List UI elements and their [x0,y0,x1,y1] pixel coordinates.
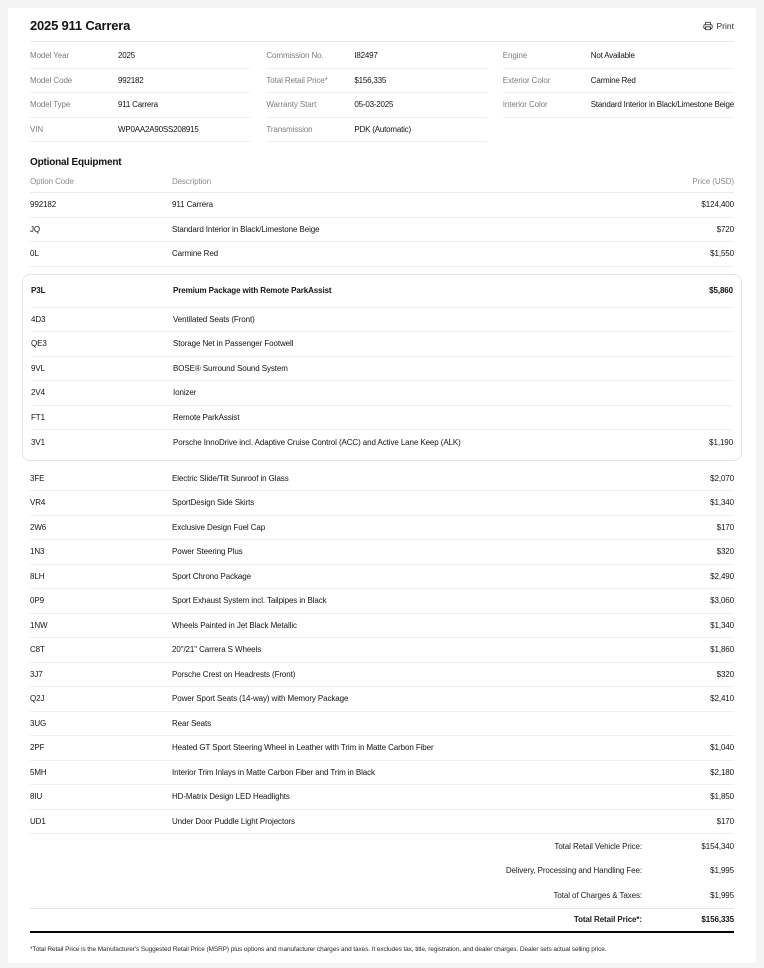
table-row [31,381,733,406]
description-cell: 911 Carrera [172,200,213,210]
description-cell: Ventilated Seats (Front) [173,314,255,324]
price-cell: $2,180 [710,767,734,777]
option-code-cell: 8IU [30,792,43,802]
total-row [30,883,734,908]
detail-value: 05-03-2025 [354,100,394,110]
details-column-1 [30,44,250,142]
description-cell: Storage Net in Passenger Footwell [173,339,294,349]
table-row [30,614,734,639]
package-header-row [31,275,733,308]
option-code-cell: 992182 [30,200,57,210]
detail-row [30,44,250,69]
option-code-cell: JQ [30,224,41,234]
detail-row [503,44,734,69]
price-cell: $1,190 [709,437,733,447]
premium-package-group [22,274,742,461]
detail-row [30,93,250,118]
description-column-header: Description [172,176,211,186]
price-cell: $720 [716,224,734,234]
option-code-cell: P3L [31,286,46,295]
description-cell: Electric Slide/Tilt Sunroof in Glass [172,473,289,483]
price-cell: $1,860 [710,645,734,655]
option-code-cell: 2W6 [30,522,47,532]
vehicle-details-grid [30,44,734,142]
totals-section [30,834,734,908]
total-value: $1,995 [710,866,734,876]
description-cell: Carmine Red [172,249,219,259]
description-cell: Sport Exhaust System incl. Tailpipes in Black [172,596,327,606]
detail-label: Model Type [30,100,71,110]
description-cell: Power Steering Plus [172,547,243,557]
option-code-cell: 2PF [30,743,45,753]
description-cell: Porsche Crest on Headrests (Front) [172,669,296,679]
spec-sheet-card [8,8,756,963]
detail-row [266,118,486,143]
table-row [31,406,733,431]
option-code-cell: 0L [30,249,39,259]
detail-label: Model Year [30,51,70,61]
price-cell: $3,060 [710,596,734,606]
total-row [30,859,734,884]
detail-label: Warranty Start [266,100,317,110]
price-cell: $5,860 [709,286,733,295]
description-cell: Sport Chrono Package [172,571,251,581]
print-button-label: Print [716,20,734,31]
table-row [30,242,734,267]
detail-row [503,93,734,118]
table-row [30,785,734,810]
description-cell: Wheels Painted in Jet Black Metallic [172,620,297,630]
table-row [30,565,734,590]
price-cell: $320 [716,669,734,679]
price-cell: $2,070 [710,473,734,483]
description-cell: 20"/21" Carrera S Wheels [172,645,262,655]
option-code-cell: 3V1 [31,437,45,447]
table-row [30,761,734,786]
table-row [30,687,734,712]
table-row [30,712,734,737]
total-label: Delivery, Processing and Handling Fee: [505,866,642,876]
option-code-cell: 4D3 [31,314,46,324]
detail-value: Carmine Red [590,75,636,85]
option-code-column-header: Option Code [30,176,74,186]
detail-label: Transmission [266,124,313,134]
detail-row [266,44,486,69]
price-cell: $1,340 [710,620,734,630]
table-row [30,540,734,565]
option-code-cell: 5MH [30,767,47,777]
detail-row [30,69,250,94]
table-row [30,736,734,761]
table-row [30,218,734,243]
price-cell: $170 [716,816,734,826]
equipment-table-header [30,170,734,193]
price-cell: $320 [716,547,734,557]
detail-row [266,69,486,94]
detail-label: Engine [502,51,528,61]
detail-label: Total Retail Price* [266,75,328,85]
option-code-cell: FT1 [31,412,45,422]
description-cell: Under Door Puddle Light Projectors [172,816,295,826]
option-code-cell: 1N3 [30,547,45,557]
print-button[interactable] [703,21,734,31]
description-cell: BOSE® Surround Sound System [173,363,288,373]
option-code-cell: 3J7 [30,669,43,679]
total-retail-price-label: Total Retail Price*: [573,915,642,924]
details-column-2 [266,44,486,142]
page-title: 2025 911 Carrera [30,18,131,33]
option-code-cell: 2V4 [31,388,45,398]
detail-label: Exterior Color [502,75,551,85]
option-code-cell: 1NW [30,620,48,630]
detail-value: WP0AA2A90SS208915 [118,124,199,134]
total-row [30,834,734,859]
detail-value: Standard Interior in Black/Limestone Beige [590,100,734,110]
option-code-cell: QE3 [31,339,47,349]
table-row [31,308,733,333]
total-value: $1,995 [710,890,734,900]
table-row [30,467,734,492]
total-label: Total Retail Vehicle Price: [554,841,642,851]
detail-label: Model Code [30,75,73,85]
price-cell: $1,340 [710,498,734,508]
table-row [30,589,734,614]
price-disclaimer-footnote: *Total Retail Price is the Manufacturer's Suggested Retail Price (MSRP) plus options and manufacturer charges and taxes. It excludes tax, title, registration, and dealer charges. Dealer sets actual selling price. [30,945,607,953]
package-item-rows [31,308,733,455]
table-row [30,810,734,835]
header [30,14,734,42]
table-row [30,663,734,688]
description-cell: Interior Trim Inlays in Matte Carbon Fiber and Trim in Black [172,767,375,777]
table-row [30,193,734,218]
detail-value: $156,335 [354,75,387,85]
detail-row [266,93,486,118]
description-cell: Remote ParkAssist [173,412,240,422]
detail-row [503,69,734,94]
option-code-cell: 3FE [30,473,45,483]
table-row [30,516,734,541]
description-cell: Power Sport Seats (14-way) with Memory Package [172,694,349,704]
price-cell: $1,850 [710,792,734,802]
option-code-cell: 9VL [31,363,45,373]
description-cell: Rear Seats [172,718,212,728]
option-code-cell: VR4 [30,498,46,508]
total-retail-price-value: $156,335 [701,915,734,924]
equipment-rows-bottom [30,467,734,835]
price-cell: $1,550 [710,249,734,259]
detail-value: PDK (Automatic) [354,124,411,134]
detail-value: I82497 [354,51,378,61]
option-code-cell: 0P9 [30,596,44,606]
detail-label: Commission No. [266,51,324,61]
price-cell: $2,490 [710,571,734,581]
option-code-cell: 3UG [30,718,47,728]
price-column-header: Price (USD) [692,176,734,186]
description-cell: Standard Interior in Black/Limestone Beige [172,224,320,234]
price-cell: $1,040 [710,743,734,753]
detail-label: Interior Color [502,100,548,110]
table-row [31,430,733,455]
description-cell: Ionizer [173,388,197,398]
table-row [31,332,733,357]
option-code-cell: C8T [30,645,45,655]
details-column-3 [503,44,734,142]
total-value: $154,340 [701,841,734,851]
printer-icon [703,21,713,31]
total-label: Total of Charges & Taxes: [553,890,642,900]
table-row [31,357,733,382]
detail-value: Not Available [590,51,635,61]
table-row [30,638,734,663]
equipment-rows-top [30,193,734,267]
detail-label: VIN [30,124,44,134]
description-cell: Exclusive Design Fuel Cap [172,522,266,532]
option-code-cell: 8LH [30,571,45,581]
option-code-cell: UD1 [30,816,46,826]
price-cell: $170 [716,522,734,532]
description-cell: Premium Package with Remote ParkAssist [173,286,332,295]
detail-value: 992182 [118,75,144,85]
description-cell: SportDesign Side Skirts [172,498,255,508]
description-cell: Heated GT Sport Steering Wheel in Leather with Trim in Matte Carbon Fiber [172,743,434,753]
table-row [30,491,734,516]
detail-value: 911 Carrera [118,100,158,110]
option-code-cell: Q2J [30,694,45,704]
description-cell: HD-Matrix Design LED Headlights [172,792,290,802]
description-cell: Porsche InnoDrive incl. Adaptive Cruise Control (ACC) and Active Lane Keep (ALK) [173,437,461,447]
detail-value: 2025 [118,51,135,61]
detail-row [30,118,250,143]
price-cell: $124,400 [701,200,734,210]
price-cell: $2,410 [710,694,734,704]
total-retail-price-row [30,908,734,933]
optional-equipment-heading: Optional Equipment [30,157,122,168]
